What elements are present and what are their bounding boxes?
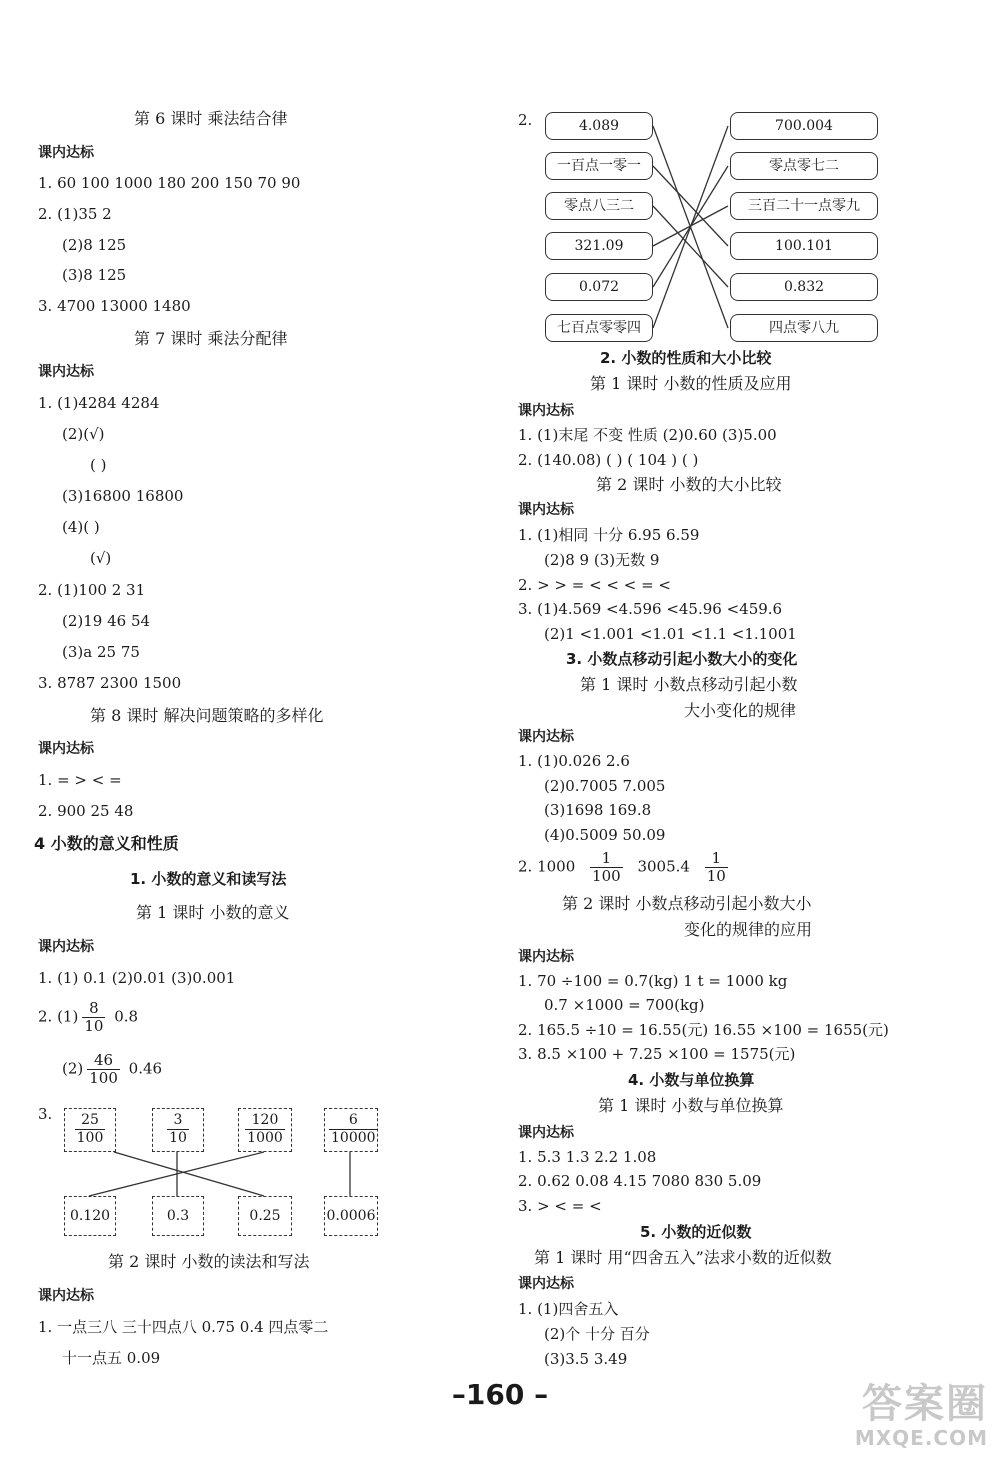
section-label: 课内达标 (38, 939, 94, 955)
match-word-right: 三百二十一点零九 (730, 192, 878, 220)
numerator: 46 (87, 1052, 120, 1070)
fraction (87, 1052, 120, 1087)
answer-line: (2)1 <1.001 <1.01 <1.1 <1.1001 (544, 625, 797, 643)
answer-line: 1. = > < = (38, 771, 122, 789)
answer-line: 3. 4700 13000 1480 (38, 297, 191, 315)
lesson-title: 第 2 课时 小数的大小比较 (596, 475, 782, 494)
lesson-title: 第 1 课时 小数的意义 (136, 903, 290, 922)
denominator: 10000 (331, 1130, 376, 1146)
numerator: 1 (590, 850, 623, 868)
denominator: 100 (89, 1069, 118, 1087)
answer-line: (4)0.5009 50.09 (544, 826, 666, 844)
match-word-right: 四点零八九 (730, 314, 878, 342)
answer-line: 2. 165.5 ÷10 = 16.55(元) 16.55 ×100 = 1655(元) (518, 1021, 889, 1039)
section-label: 课内达标 (38, 145, 94, 161)
lesson-6-title: 第 6 课时 乘法结合律 (134, 109, 288, 128)
answer-line: 1. 5.3 1.3 2.2 1.08 (518, 1148, 657, 1166)
answer-line: 2. 0.62 0.08 4.15 7080 830 5.09 (518, 1172, 762, 1190)
decimal-box: 0.25 (238, 1196, 292, 1236)
answer-line: (3)1698 169.8 (544, 801, 652, 819)
denominator: 10 (84, 1017, 104, 1035)
answer-line: 1. 一点三八 三十四点八 0.75 0.4 四点零二 (38, 1318, 329, 1336)
answer-line: (2)0.7005 7.005 (544, 777, 666, 795)
answer-line: 1. (1)末尾 不变 性质 (2)0.60 (3)5.00 (518, 426, 777, 444)
lesson-title: 第 2 课时 小数点移动引起小数大小 (562, 894, 812, 913)
section-label: 课内达标 (518, 1276, 574, 1292)
match-line (89, 1152, 264, 1196)
numerator: 3 (167, 1112, 189, 1130)
match-word-left: 七百点零零四 (545, 314, 653, 342)
answer-line: (3)8 125 (62, 266, 127, 284)
fraction (82, 1000, 105, 1035)
match-line (653, 166, 728, 287)
section-title: 1. 小数的意义和读写法 (130, 870, 287, 888)
lesson-title: 第 1 课时 小数的性质及应用 (590, 374, 792, 393)
question-number: 2. (518, 111, 533, 129)
match-word-left: 零点八三二 (545, 192, 653, 220)
watermark (855, 1382, 988, 1450)
answer-line: 3. 8.5 ×100 + 7.25 ×100 = 1575(元) (518, 1045, 796, 1063)
match-word-right: 零点零七二 (730, 152, 878, 180)
section-label: 课内达标 (38, 741, 94, 757)
lesson-title-cont: 大小变化的规律 (684, 701, 797, 720)
answer-line: (2)19 46 54 (62, 612, 151, 630)
value: 0.46 (128, 1059, 163, 1078)
section-label: 课内达标 (518, 502, 574, 518)
fraction (590, 850, 623, 885)
answer-line-fraction (38, 1000, 138, 1035)
answer-line: 3. 8787 2300 1500 (38, 674, 182, 692)
answer-line: 1. (1)0.026 2.6 (518, 752, 630, 770)
section-label: 课内达标 (518, 403, 574, 419)
answer-line: 1. (1)4284 4284 (38, 394, 160, 412)
fraction-box (64, 1108, 116, 1152)
answer-line: 1. (1) 0.1 (2)0.01 (3)0.001 (38, 969, 236, 987)
match-line (653, 206, 728, 287)
numerator: 25 (75, 1112, 106, 1130)
prefix: 2. (1) (38, 1007, 79, 1026)
section-label: 课内达标 (518, 729, 574, 745)
lesson-title: 第 1 课时 小数点移动引起小数 (580, 675, 798, 694)
answer-line: 2. 900 25 48 (38, 802, 134, 820)
section-title: 4. 小数与单位换算 (628, 1071, 755, 1089)
answer-line: (2)个 十分 百分 (544, 1325, 650, 1343)
section-label: 课内达标 (518, 949, 574, 965)
watermark-logo-text: 答案圈 (862, 1381, 988, 1427)
answer-line-fraction (518, 850, 738, 885)
answer-line: 3. > < = < (518, 1197, 602, 1215)
answer-line: 1. 70 ÷100 = 0.7(kg) 1 t = 1000 kg (518, 972, 788, 990)
question-number: 3. (38, 1105, 53, 1123)
numerator: 120 (245, 1112, 285, 1130)
section-label: 课内达标 (38, 1288, 94, 1304)
match-line (114, 1152, 264, 1196)
section-label: 课内达标 (38, 364, 94, 380)
prefix: 2. 1000 (518, 857, 576, 876)
numerator: 8 (82, 1000, 105, 1018)
answer-line: (2)(√) (62, 425, 105, 443)
numerator: 1 (705, 850, 728, 868)
value: 0.8 (114, 1007, 139, 1026)
answer-line: 1. (1)四舍五入 (518, 1300, 619, 1318)
numerator: 6 (329, 1112, 378, 1130)
section-title: 5. 小数的近似数 (640, 1223, 752, 1241)
answer-line: (3)16800 16800 (62, 487, 184, 505)
fraction-box (324, 1108, 378, 1152)
watermark-url: MXQE.COM (854, 1426, 988, 1450)
match-word-right: 100.101 (730, 232, 878, 260)
answer-line: (2)8 125 (62, 236, 127, 254)
answer-line: (3)3.5 3.49 (544, 1350, 628, 1368)
denominator: 10 (706, 867, 726, 885)
chapter-title: 4 小数的意义和性质 (34, 834, 179, 853)
match-word-left: 一百点一零一 (545, 152, 653, 180)
answer-line: 十一点五 0.09 (62, 1349, 161, 1367)
answer-line: 1. (1)相同 十分 6.95 6.59 (518, 526, 700, 544)
decimal-box: 0.120 (64, 1196, 116, 1236)
answer-line: 3. (1)4.569 <4.596 <45.96 <459.6 (518, 600, 783, 618)
prefix: (2) (62, 1059, 84, 1078)
answer-line: 1. 60 100 1000 180 200 150 70 90 (38, 174, 301, 192)
denominator: 100 (76, 1130, 104, 1146)
match-word-right: 700.004 (730, 112, 878, 140)
match-line (653, 126, 728, 328)
answer-line-fraction (62, 1052, 162, 1087)
match-line (653, 126, 728, 328)
match-line (653, 166, 728, 246)
answer-line: 2. (140.08) ( ) ( 104 ) ( ) (518, 451, 699, 469)
denominator: 1000 (247, 1130, 283, 1146)
fraction (705, 850, 728, 885)
lesson-title: 第 1 课时 用“四舍五入”法求小数的近似数 (534, 1248, 832, 1267)
section-title: 2. 小数的性质和大小比较 (600, 349, 772, 367)
answer-line: (3)a 25 75 (62, 643, 140, 661)
answer-line: 2. (1)35 2 (38, 205, 112, 223)
denominator: 100 (592, 867, 621, 885)
page-number: –160 – (451, 1378, 549, 1411)
answer-line: 0.7 ×1000 = 700(kg) (544, 996, 705, 1014)
lesson-title-cont: 变化的规律的应用 (684, 920, 813, 939)
answer-line: ( ) (90, 456, 107, 474)
section-title: 3. 小数点移动引起小数大小的变化 (566, 650, 798, 668)
match-line (653, 206, 728, 246)
answer-line: (2)8 9 (3)无数 9 (544, 551, 660, 569)
match-word-left: 4.089 (545, 112, 653, 140)
lesson-title: 第 1 课时 小数与单位换算 (598, 1096, 784, 1115)
answer-line: (√) (90, 549, 112, 567)
fraction-box (238, 1108, 292, 1152)
answer-line: 2. > > = < < < = < (518, 576, 672, 594)
match-word-left: 0.072 (545, 273, 653, 301)
decimal-box: 0.3 (152, 1196, 204, 1236)
match-word-left: 321.09 (545, 232, 653, 260)
fraction-box (152, 1108, 204, 1152)
lesson-title: 第 2 课时 小数的读法和写法 (108, 1252, 310, 1271)
answer-line: (4)( ) (62, 518, 100, 536)
decimal-box: 0.0006 (324, 1196, 378, 1236)
match-word-right: 0.832 (730, 273, 878, 301)
lesson-8-title: 第 8 课时 解决问题策略的多样化 (90, 706, 324, 725)
section-label: 课内达标 (518, 1125, 574, 1141)
lesson-7-title: 第 7 课时 乘法分配律 (134, 329, 288, 348)
denominator: 10 (169, 1130, 187, 1146)
value: 3005.4 (637, 857, 690, 876)
answer-line: 2. (1)100 2 31 (38, 581, 146, 599)
